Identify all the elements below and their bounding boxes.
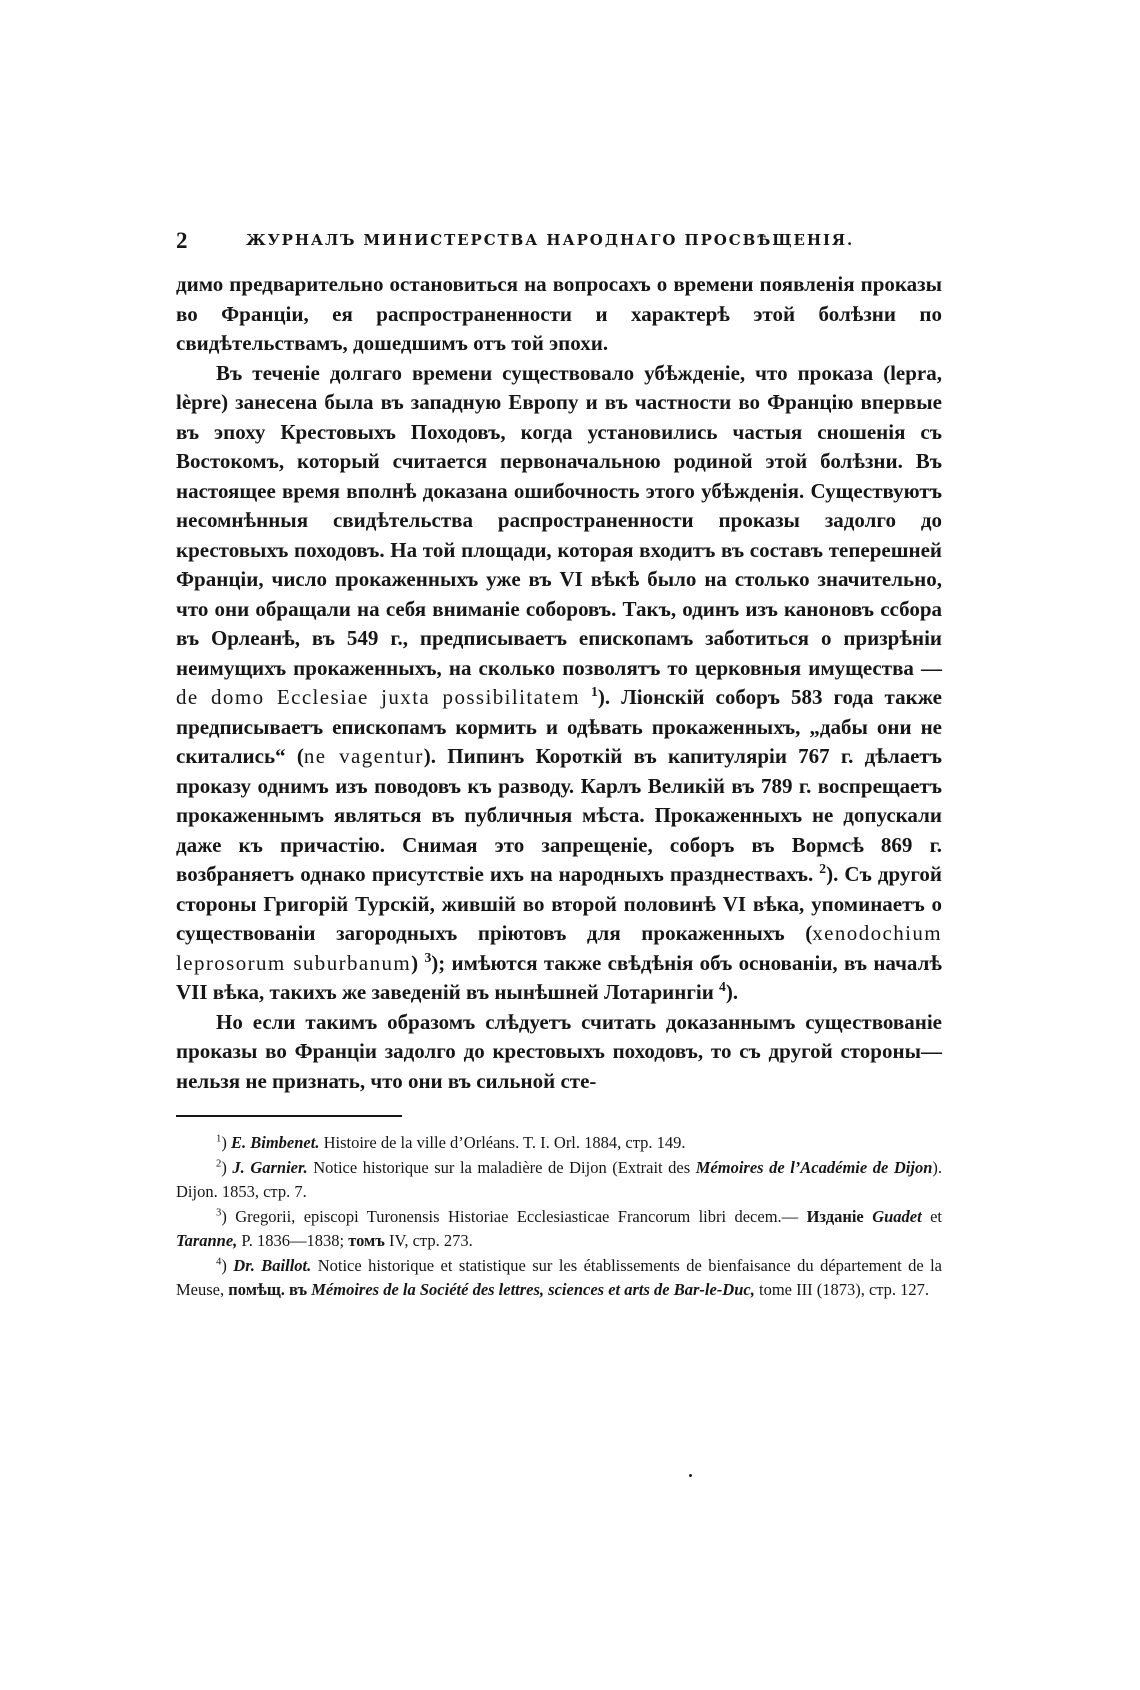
footnote-4-mark: 4 <box>216 1255 222 1267</box>
footnote-2-text-b: ). Dijon. 1853, стр. 7. <box>176 1157 942 1201</box>
footnote-3-text-a: Gregorii, episcopi Turonensis Historiae Ecclesiasticae Francorum libri decem.— <box>235 1206 799 1226</box>
main-text <box>176 270 942 1096</box>
journal-title: ЖУРНАЛЪ МИНИСТЕРСТВА НАРОДНАГО ПРОСВѢЩЕНІЯ. <box>246 231 855 249</box>
footnote-3-text-c: IV, стр. 273. <box>389 1231 473 1250</box>
footnote-ref-3: 3 <box>424 949 432 965</box>
latin-quote-vagentur: ne vagentur <box>303 744 424 768</box>
footnote-3-editor-2: Taranne, <box>176 1231 238 1250</box>
footnote-ref-4: 4 <box>719 979 726 994</box>
print-speck <box>689 1474 692 1477</box>
running-head <box>176 228 942 260</box>
footnote-4-pomeshch: помѣщ. въ <box>228 1280 308 1299</box>
footnote-3-tom: томъ <box>348 1231 385 1250</box>
footnote-4-author: Dr. Baillot. <box>233 1255 312 1275</box>
book-page <box>176 228 942 1303</box>
footnote-2-author: J. Garnier. <box>232 1157 308 1177</box>
paragraph-3: Но если такимъ образомъ слѣдуетъ считать доказаннымъ существованіе проказы во Франціи задолго до крестовыхъ походовъ, то съ другой стороны—нельзя не признать, что они въ сильной сте- <box>176 1009 942 1093</box>
footnote-1: $^1$) E. Bimbenet. Histoire de la ville d’Orléans. T. I. Orl. 1884, стр. 149. <box>216 1132 686 1152</box>
footnote-3-text-b: P. 1836—1838; <box>241 1231 345 1250</box>
footnote-4-text-b: tome III (1873), стр. 127. <box>758 1280 930 1299</box>
footnote-2-mark: 2 <box>216 1157 222 1169</box>
footnote-4-text-a: Notice historique et statistique sur les établissements de bienfaisance du département de la Meuse, <box>176 1255 943 1299</box>
paragraph-2-part-d: ). Съ другой стороны Григорій Турскій, жившій во второй половинѣ VI вѣка, упоминаетъ о существованіи загородныхъ пріютовъ для прокаженныхъ ( <box>176 862 943 945</box>
footnote-ref-2: 2 <box>819 861 827 876</box>
paragraph-2-part-f: ). <box>725 980 739 1004</box>
footnote-3: $^3$) Gregorii, episcopi Turonensis Historiae Ecclesiasticae Francorum libri decem.— Изданіе Guadet et Taranne, P. 1836—1838; томъ IV, стр. 273. <box>176 1206 943 1250</box>
paragraph-2: Въ теченіе долгаго времени существовало убѣжденіе, что проказа (lepra, lèpre) занесена была въ западную Европу и въ частности во Францію впервые въ эпоху Крестовыхъ Походовъ, когда установились частыя сношенія съ Востокомъ, который считается первоначальною родиной этой болѣзни. Въ настоящее время вполнѣ доказана ошибочность этого убѣжденія. Существуютъ несомнѣнныя свидѣтельства распространенности проказы задолго до крестовыхъ походовъ. На той площади, которая входитъ въ составъ теперешней Франціи, число прокаженныхъ уже въ VI вѣкѣ было на столько значительно, что они обращали на себя вниманіе соборовъ. Такъ, одинъ изъ каноновъ ссбора въ Орлеанѣ, въ 549 г., предписываетъ епископамъ заботиться о призрѣніи неимущихъ прокаженныхъ, на сколько позволятъ то церковныя имущества — de domo Ecclesiae juxta possibilitatem $^1$). Ліонскій соборъ 583 года также предписываетъ епископамъ кормить и одѣвать прокаженныхъ, „дабы они не скитались“ (ne vagentur). Пипинъ Короткій въ капитуляріи 767 г. дѣлаетъ проказу однимъ изъ поводовъ къ разводу. Карлъ Великій въ 789 г. воспрещаетъ прокаженнымъ являться въ публичныя мѣста. Прокаженныхъ не допускали даже къ причастію. Снимая это запрещеніе, соборъ въ Вормсѣ 869 г. возбраняетъ однако присутствіе ихъ на народныхъ празднествахъ. $^2$). Съ другой стороны Григорій Турскій, жившій во второй половинѣ VI вѣка, упоминаетъ о существованіи загородныхъ пріютовъ для прокаженныхъ (xenodochium leprosorum suburbanum) $^3$); имѣются также свѣдѣнія объ основаніи, въ началѣ VII вѣка, такихъ же заведеній въ нынѣшней Лотарингіи $^4$). <box>176 360 943 1004</box>
paragraph-2-part-b: ). Ліонскій соборъ 583 года также предписываетъ епископамъ кормить и одѣвать прокаженныхъ, „дабы они не скитались“ ( <box>176 685 942 768</box>
footnotes <box>176 1131 942 1303</box>
latin-quote-xenodochium: xenodochium leprosorum suburbanum <box>176 921 942 975</box>
paragraph-2-part-e: ); имѣются также свѣдѣнія объ основаніи, въ началѣ VII вѣка, такихъ же заведеній въ нынѣшней Лотарингіи <box>176 950 942 1004</box>
paragraph-2-part-c: ). Пипинъ Короткій въ капитуляріи 767 г. дѣлаетъ проказу однимъ изъ поводовъ къ разводу. Карлъ Великій въ 789 г. воспрещаетъ прокаженнымъ являться въ публичныя мѣста. Прокаженныхъ не допускали даже къ причастію. Снимая это запрещеніе, соборъ въ Вормсѣ 869 г. возбраняетъ однако присутствіе ихъ на народныхъ празднествахъ. <box>176 744 942 886</box>
page-number: 2 <box>176 228 188 253</box>
footnote-1-text: Histoire de la ville d’Orléans. T. I. Orl. 1884, стр. 149. <box>323 1133 686 1152</box>
footnote-divider <box>176 1115 402 1117</box>
footnote-3-editor-1: Guadet <box>872 1206 922 1226</box>
paragraph-2-part-a: Въ теченіе долгаго времени существовало убѣжденіе, что проказа (lepra, lèpre) занесена была въ западную Европу и въ частности во Францію впервые въ эпоху Крестовыхъ Походовъ, когда установились частыя сношенія съ Востокомъ, который считается первоначальною родиной этой болѣзни. Въ настоящее время вполнѣ доказана ошибочность этого убѣжденія. Существуютъ несомнѣнныя свидѣтельства распространенности проказы задолго до крестовыхъ походовъ. На той площади, которая входитъ въ составъ теперешней Франціи, число прокаженныхъ уже въ VI вѣкѣ было на столько значительно, что они обращали на себя вниманіе соборовъ. Такъ, одинъ изъ каноновъ ссбора въ Орлеанѣ, въ 549 г., предписываетъ епископамъ заботиться о призрѣніи неимущихъ прокаженныхъ, на сколько позволятъ то церковныя имущества — <box>176 360 942 680</box>
footnote-2-text-a: Notice historique sur la maladière de Dijon (Extrait des <box>313 1157 691 1177</box>
latin-quote-ecclesiae: de domo Ecclesiae juxta possibilitatem <box>176 685 580 709</box>
footnote-4: $^4$) Dr. Baillot. Notice historique et statistique sur les établissements de bienfaisance du département de la Meuse, помѣщ. въ Mémoires de la Société des lettres, sciences et arts de Bar-le-Duc, tome III (1873), стр. 127. <box>176 1255 943 1299</box>
footnote-2-series: Mémoires de l’Académie de Dijon <box>695 1157 933 1177</box>
footnote-2: $^2$) J. Garnier. Notice historique sur la maladière de Dijon (Extrait des Mémoires de l’Académie de Dijon). Dijon. 1853, стр. 7. <box>176 1157 942 1201</box>
footnote-3-mark: 3 <box>216 1206 222 1218</box>
footnote-3-izdanie: Изданіе <box>806 1206 864 1226</box>
footnote-1-mark: 1 <box>216 1132 222 1145</box>
footnote-1-author: E. Bimbenet. <box>230 1133 320 1152</box>
footnote-4-series: Mémoires de la Société des lettres, sciences et arts de Bar-le-Duc, <box>311 1280 755 1299</box>
paragraph-1: димо предварительно остановиться на вопросахъ о времени появленія проказы во Франціи, ея распространенности и характерѣ этой болѣзни по свидѣтельствамъ, дошедшимъ отъ той эпохи. <box>176 272 942 355</box>
footnote-3-et: et <box>930 1206 943 1226</box>
footnote-ref-1: 1 <box>591 684 598 699</box>
